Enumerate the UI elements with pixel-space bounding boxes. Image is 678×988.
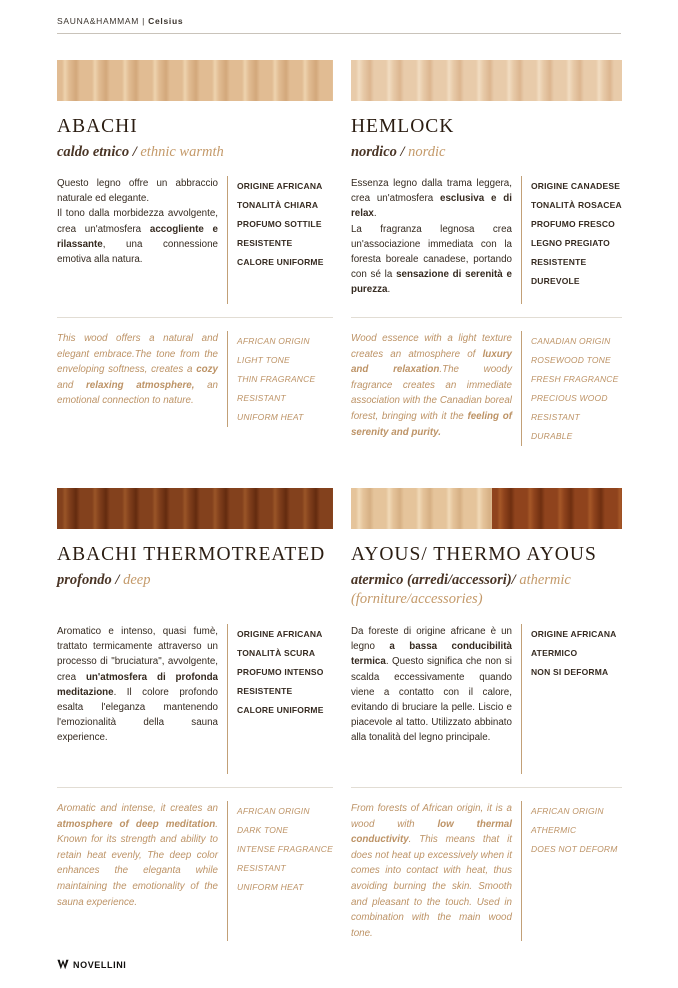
subtitle-secondary: nordic — [408, 144, 446, 160]
block-separator — [351, 787, 622, 788]
property-item: PROFUMO INTENSO — [237, 667, 324, 677]
property-item: TONALITÀ CHIARA — [237, 200, 319, 210]
block-separator — [57, 787, 333, 788]
subtitle-primary: caldo etnico / — [57, 144, 137, 160]
property-item: PROFUMO FRESCO — [530, 219, 615, 229]
italian-block — [57, 176, 333, 304]
section-title: ABACHI THERMOTREATED — [57, 544, 326, 565]
text-run: . Questo significa che non si scalda eccessivamente quando viene a contatto con il calore, evitando di bruciare la pelle. Liscio e piacevole al tatto. Utilizzato abbinato alla tonalità del legno principale. — [350, 656, 512, 744]
header-text — [57, 16, 621, 26]
property-item: CALORE UNIFORME — [237, 705, 324, 715]
properties-english — [522, 801, 622, 941]
text-emphasis: sensazione di serenità e purezza — [350, 269, 512, 296]
property-item: TONALITÀ ROSACEA — [530, 200, 622, 210]
text-emphasis: luxury and relaxation — [350, 348, 512, 376]
subtitle-primary: nordico / — [350, 144, 405, 160]
property-item: ROSEWOOD TONE — [530, 355, 611, 365]
section-title: ABACHI — [57, 116, 138, 137]
text-emphasis: un'atmosfera di profonda meditazione — [57, 671, 218, 698]
section-subtitle — [57, 571, 333, 613]
english-block — [57, 801, 333, 941]
property-item: INTENSE FRAGRANCE — [237, 844, 333, 854]
header-separator: | — [142, 16, 146, 26]
properties-english — [228, 801, 333, 941]
property-item: UNIFORM HEAT — [237, 882, 304, 892]
property-item: DOES NOT DEFORM — [530, 844, 618, 854]
subtitle-secondary: deep — [123, 572, 151, 588]
section-title: AYOUS/ THERMO AYOUS — [350, 544, 597, 565]
text-run: Aromatic and intense, it creates an — [57, 803, 218, 814]
text-emphasis: low thermal conductivity — [350, 818, 512, 846]
text-run: .The woody fragrance creates an immediate association with the Canadian boreal forest, bringing with it the — [350, 364, 512, 422]
text-run: This wood offers a natural and elegant embrace.The tone from the enveloping softness, creates a — [57, 333, 218, 376]
text-run: Essenza legno dalla trama leggera, crea un'atmosfera — [350, 178, 512, 205]
property-item: AFRICAN ORIGIN — [237, 336, 310, 346]
property-item: DURABLE — [530, 431, 573, 441]
text-emphasis: esclusiva e di relax — [350, 193, 512, 220]
property-item: RESISTANT — [237, 863, 286, 873]
italian-block — [351, 176, 622, 304]
text-run: Aromatico e intenso, quasi fumè, trattato termicamente attraverso un processo di "bruciatura", avvolgente, crea — [57, 626, 218, 683]
block-separator — [57, 317, 333, 318]
text-run: . Known for its strength and ability to retain heat evenly, The deep color enhances the eleganta while maintaining the emotionality of the sauna experience. — [57, 818, 218, 908]
section-title: HEMLOCK — [350, 116, 455, 137]
text-run: an emotional connection to nature. — [57, 379, 218, 407]
property-item: CANADIAN ORIGIN — [530, 336, 611, 346]
text-run: Da foreste di origine africane è un legno — [350, 626, 512, 653]
text-run: , una connessione emotiva alla natura. — [57, 238, 218, 266]
text-run: . — [387, 284, 391, 296]
text-run: Wood essence with a light texture creates an atmosphere of — [350, 333, 512, 360]
property-item: DARK TONE — [237, 825, 289, 835]
wood-swatch — [351, 488, 622, 529]
property-item: LEGNO PREGIATO — [530, 238, 610, 248]
properties-italian — [522, 176, 622, 304]
novellini-logo-icon — [57, 959, 69, 970]
text-emphasis: cozy — [196, 364, 218, 376]
page-header — [57, 16, 621, 60]
description-italian — [351, 624, 521, 774]
wood-section-abachi — [57, 60, 333, 446]
footer-brand: NOVELLINI — [73, 959, 127, 970]
property-item: THIN FRAGRANCE — [237, 374, 316, 384]
subtitle-primary: profondo / — [57, 572, 120, 588]
wood-swatch — [57, 488, 333, 529]
text-emphasis: accogliente e rilassante — [57, 223, 218, 250]
wood-section-abachi-thermotreated — [57, 488, 333, 941]
text-run: Il tono dalla morbidezza avvolgente, crea un'atmosfera — [57, 208, 218, 235]
property-item: RESISTANT — [530, 412, 580, 422]
text-emphasis: relaxing atmosphere, — [85, 379, 195, 391]
description-english — [57, 331, 227, 427]
property-item: FRESH FRAGRANCE — [530, 374, 619, 384]
description-italian — [57, 624, 227, 774]
property-item: UNIFORM HEAT — [237, 412, 304, 422]
text-run: . This means that it does not heat up excessively when it comes into contact with heat, thus avoiding burning the skin. Smooth and pleasant to the touch. Used in combination with the main wood tone. — [350, 834, 512, 939]
text-run: . Il colore profondo esalta l'eleganza mantenendo l'emozionalità della sauna experience. — [57, 686, 218, 744]
text-run: Questo legno offre un abbraccio naturale ed elegante. — [57, 178, 218, 205]
description-english — [57, 801, 227, 941]
property-item: ORIGINE AFRICANA — [237, 181, 323, 191]
wood-sections-grid — [57, 60, 621, 941]
property-item: RESISTENTE — [237, 238, 293, 248]
property-item: CALORE UNIFORME — [237, 257, 324, 267]
section-subtitle — [351, 571, 622, 613]
wood-swatch — [351, 60, 622, 101]
wood-section-hemlock — [351, 60, 622, 446]
property-item: ORIGINE AFRICANA — [237, 629, 323, 639]
english-block — [351, 331, 622, 446]
text-emphasis: feeling of serenity and purity. — [350, 410, 512, 438]
property-item: ATERMICO — [530, 648, 578, 658]
property-item: PROFUMO SOTTILE — [237, 219, 322, 229]
text-emphasis: atmosphere of deep meditation — [57, 818, 216, 830]
description-italian — [351, 176, 521, 304]
wood-section-ayous — [351, 488, 622, 941]
text-run: and — [57, 379, 86, 391]
block-separator — [351, 317, 622, 318]
description-italian — [57, 176, 227, 304]
property-item: PRECIOUS WOOD — [530, 393, 608, 403]
property-item: ATHERMIC — [530, 825, 577, 835]
text-run: From forests of African origin, it is a wood with — [350, 803, 512, 830]
wood-swatch — [57, 60, 333, 101]
property-item: RESISTANT — [237, 393, 286, 403]
text-emphasis: a bassa conducibilità termica — [350, 641, 512, 668]
product-name: Celsius — [148, 16, 184, 26]
english-block — [351, 801, 622, 941]
subtitle-secondary: athermic (forniture/accessories) — [350, 572, 571, 607]
page-footer — [57, 941, 621, 970]
italian-block — [351, 624, 622, 774]
property-item: AFRICAN ORIGIN — [237, 806, 310, 816]
subtitle-primary: atermico (arredi/accessori)/ — [350, 572, 516, 588]
property-item: RESISTENTE — [530, 257, 587, 267]
section-subtitle — [351, 143, 622, 165]
property-item: DUREVOLE — [530, 276, 580, 286]
italian-block — [57, 624, 333, 774]
properties-italian — [228, 176, 333, 304]
property-item: ORIGINE CANADESE — [530, 181, 621, 191]
property-item: TONALITÀ SCURA — [237, 648, 316, 658]
wood-swatch-secondary — [492, 488, 622, 529]
property-item: ORIGINE AFRICANA — [530, 629, 617, 639]
text-run: La fragranza legnosa crea un'associazione immediata con la foresta boreale canadese, portando con sé la — [350, 223, 512, 281]
property-item: LIGHT TONE — [237, 355, 290, 365]
properties-english — [522, 331, 622, 446]
section-subtitle — [57, 143, 333, 165]
property-item: NON SI DEFORMA — [530, 667, 609, 677]
property-item: RESISTENTE — [237, 686, 293, 696]
brand-name: SAUNA&HAMMAM — [57, 16, 140, 26]
description-english — [351, 801, 521, 941]
english-block — [57, 331, 333, 427]
properties-english — [228, 331, 333, 427]
properties-italian — [522, 624, 622, 774]
text-run: . — [373, 208, 377, 220]
properties-italian — [228, 624, 333, 774]
description-english — [351, 331, 521, 446]
property-item: AFRICAN ORIGIN — [530, 806, 604, 816]
header-divider — [57, 33, 621, 34]
subtitle-secondary: ethnic warmth — [140, 144, 224, 160]
